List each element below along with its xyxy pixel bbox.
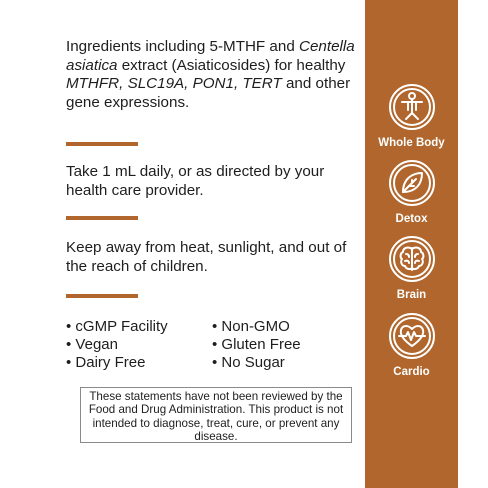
benefits-sidebar xyxy=(365,0,458,488)
benefit-label: Brain xyxy=(396,289,427,301)
brain-icon xyxy=(388,235,436,283)
whole-body-icon xyxy=(388,83,436,131)
dosage-text: Take 1 mL daily, or as directed by your health care provider. xyxy=(66,163,325,199)
ingredients-text: Ingredients including 5-MTHF and Centella asiatica extract (Asiaticosides) for healthy MTHFR, SLC19A, PON1, TERT and other gene expressions. xyxy=(66,38,355,111)
benefit-label: Whole Body xyxy=(378,137,445,149)
divider xyxy=(66,142,138,146)
benefit-detox xyxy=(365,159,458,226)
heart-pulse-icon xyxy=(388,312,436,360)
feature-item: • Non-GMO xyxy=(212,318,352,336)
benefit-label: Detox xyxy=(395,213,428,225)
feature-item: • cGMP Facility xyxy=(66,318,212,336)
feature-item: • Vegan xyxy=(66,336,212,354)
benefit-brain xyxy=(365,235,458,302)
divider xyxy=(66,294,138,298)
benefit-label: Cardio xyxy=(393,366,430,378)
warning-text: Keep away from heat, sunlight, and out of the reach of children. xyxy=(66,239,347,275)
feature-item: • Gluten Free xyxy=(212,336,352,354)
fda-disclaimer: These statements have not been reviewed by the Food and Drug Administration. This product is not intended to diagnose, treat, cure, or prevent any disease. xyxy=(80,387,352,443)
divider xyxy=(66,216,138,220)
feature-item: • No Sugar xyxy=(212,354,352,372)
leaf-icon xyxy=(388,159,436,207)
feature-item: • Dairy Free xyxy=(66,354,212,372)
benefit-whole-body xyxy=(365,83,458,150)
benefit-cardio xyxy=(365,312,458,379)
features-list xyxy=(66,318,356,372)
